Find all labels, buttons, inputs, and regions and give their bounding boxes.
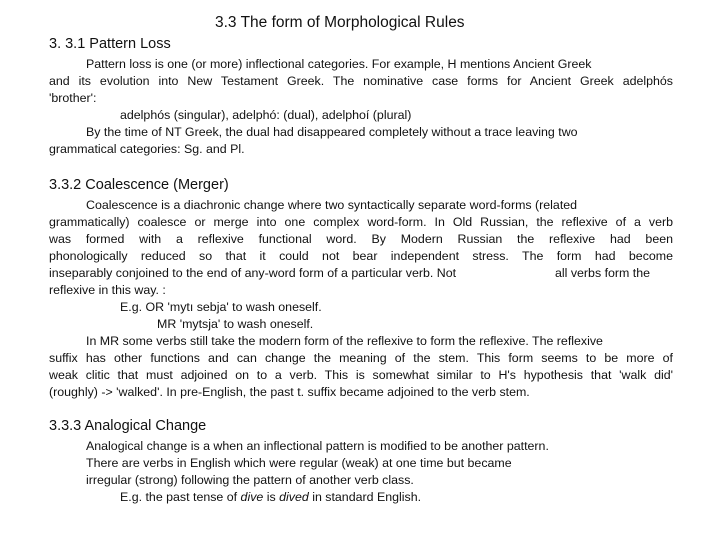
paragraph-line: was formed with a reflexive functional word. By Modern Russian the reflexive had been [49,232,673,246]
paragraph-line: Coalescence is a diachronic change where two syntactically separate word-forms (related [86,198,578,212]
paragraph-line: and its evolution into New Testament Greek. The nominative case forms for Ancient Greek adelphós [49,74,673,88]
example-word-dived: dived [279,490,309,504]
example-text: in standard English. [308,490,422,504]
paragraph-line: By the time of NT Greek, the dual had disappeared completely without a trace leaving two [86,125,578,139]
example-text: is [263,490,280,504]
paragraph-line: grammatically) coalesce or merge into one complex word-form. In Old Russian, the reflexive of a verb [49,215,673,229]
example-word-dive: dive [240,490,264,504]
paragraph-line: irregular (strong) following the pattern of another verb class. [86,473,414,487]
paragraph-line: grammatical categories: Sg. and Pl. [49,142,245,156]
paragraph-line: In MR some verbs still take the modern form of the reflexive to form the reflexive. The reflexive [86,334,603,348]
paragraph-line: all verbs form the [555,266,651,280]
paragraph-line: Analogical change is a when an inflectional pattern is modified to be another pattern. [86,439,549,453]
paragraph-line: weak clitic that must adjoined on to a verb. This is somewhat similar to H's hypothesis that 'walk did' [49,368,673,382]
paragraph-line: There are verbs in English which were regular (weak) at one time but became [86,456,512,470]
paragraph-line: phonologically reduced so that it could not bear independent stress. The form had become [49,249,673,263]
paragraph-line: 'brother': [49,91,97,105]
example-line [120,489,421,506]
paragraph-line: suffix has other functions and can change the meaning of the stem. This form seems to be more of [49,351,673,365]
section-heading-analogical-change: 3.3.3 Analogical Change [49,418,207,434]
page-title: 3.3 The form of Morphological Rules [215,14,465,31]
example-line: E.g. OR 'mytı sebja' to wash oneself. [120,300,322,314]
paragraph-line: (roughly) -> 'walked'. In pre-English, the past t. suffix became adjoined to the verb stem. [49,385,530,399]
example-line: adelphós (singular), adelphó: (dual), adelphoí (plural) [120,108,412,122]
example-text: E.g. the past tense of [120,490,241,504]
example-line: MR 'mytsja' to wash oneself. [157,317,314,331]
paragraph-line: reflexive in this way. : [49,283,166,297]
section-heading-pattern-loss: 3. 3.1 Pattern Loss [49,36,171,52]
paragraph-line: inseparably conjoined to the end of any-word form of a particular verb. Not [49,266,457,280]
paragraph-line: Pattern loss is one (or more) inflectional categories. For example, H mentions Ancient Greek [86,57,592,71]
section-heading-coalescence: 3.3.2 Coalescence (Merger) [49,177,229,193]
